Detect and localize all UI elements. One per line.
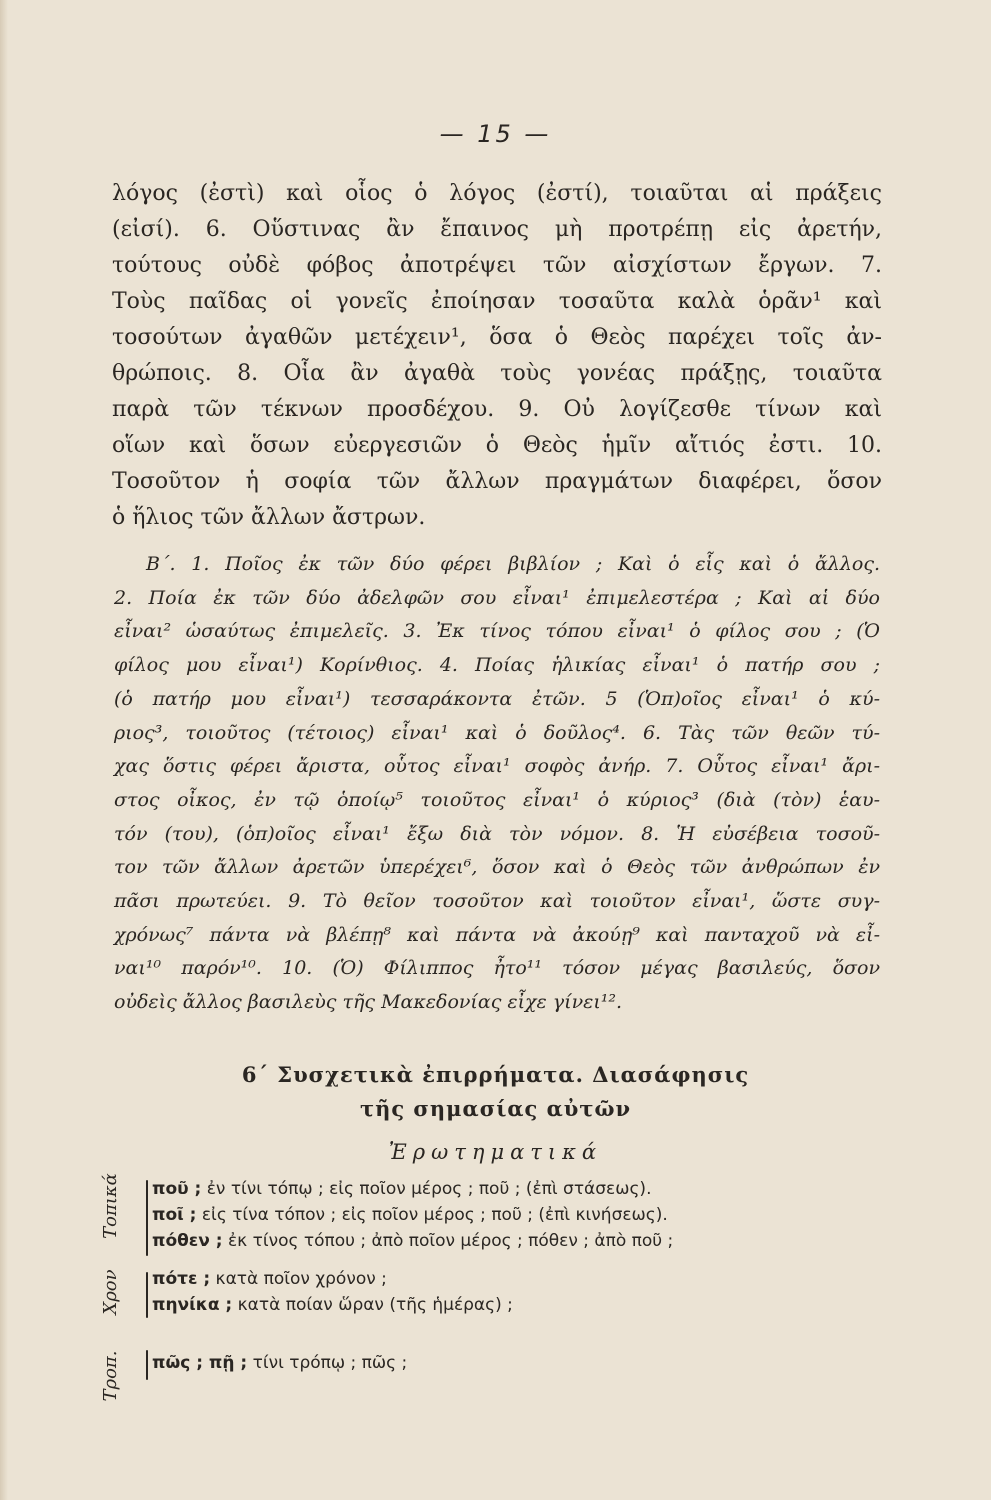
text-line: θρώποις. 8. Οἷα ἂν ἀγαθὰ τοὺς γονέας πράξῃς, τοιαῦτα	[112, 361, 882, 386]
section-heading: 6΄ Συσχετικὰ ἐπιρρήματα. Διασάφησις	[241, 1062, 750, 1087]
text-line: φίλος μου εἶναι¹) Κορίνθιος. 4. Ποίας ἡλικίας εἶναι¹ ὁ πατήρ σου ;	[114, 654, 880, 677]
text-line: οὐδεὶς ἄλλος βασιλεὺς τῆς Μακεδονίας εἶχε γίνει¹².	[114, 991, 623, 1014]
adverb-entry	[152, 1292, 513, 1318]
brace-line	[146, 1180, 148, 1256]
text-line: Τοὺς παῖδας οἱ γονεῖς ἐποίησαν τοσαῦτα καλὰ ὁρᾶν¹ καὶ	[112, 289, 882, 314]
exercise-paragraph-b	[114, 548, 880, 1020]
text-line: παρὰ τῶν τέκνων προσδέχου. 9. Οὐ λογίζεσθε τίνων καὶ	[112, 397, 882, 422]
adverb-entry	[152, 1266, 513, 1292]
text-line: Β΄. 1. Ποῖος ἐκ τῶν δύο φέρει βιβλίον ; Καὶ ὁ εἷς καὶ ὁ ἄλλος.	[146, 553, 880, 575]
adverb-keyword: πόθεν ;	[152, 1231, 223, 1251]
text-line: λόγος (ἐστὶ) καὶ οἷος ὁ λόγος (ἐστί), τοιαῦται αἱ πράξεις	[112, 181, 882, 206]
adverb-keyword: πηνίκα ;	[152, 1295, 233, 1315]
page-number: — 15 —	[439, 120, 552, 148]
text-line: ναι¹⁰ παρόν¹⁰. 10. (Ὁ) Φίλιππος ἦτο¹¹ τόσον μέγας βασιλεύς, ὅσον	[114, 957, 880, 980]
text-line: ὁ ἥλιος τῶν ἄλλων ἄστρων.	[112, 505, 426, 530]
adverb-gloss: εἰς τίνα τόπον ; εἰς ποῖον μέρος ; ποῦ ; (ἐπὶ κινήσεως).	[196, 1205, 668, 1225]
adverb-gloss: ἐκ τίνος τόπου ; ἀπὸ ποῖον μέρος ; πόθεν ; ἀπὸ ποῦ ;	[222, 1231, 674, 1251]
text-line: εἶναι² ὡσαύτως ἐπιμελεῖς. 3. Ἐκ τίνος τόπου εἶναι¹ ὁ φίλος σου ; (Ὁ	[114, 620, 880, 643]
adverb-gloss: κατὰ ποίαν ὥραν (τῆς ἡμέρας) ;	[232, 1295, 513, 1315]
section-heading-continued: τῆς σημασίας αὐτῶν	[359, 1096, 632, 1121]
adverb-keyword: ποῖ ;	[152, 1205, 197, 1225]
text-line: Τοσοῦτον ἡ σοφία τῶν ἄλλων πραγμάτων διαφέρει, ὅσον	[112, 469, 882, 494]
adverb-keyword: πῶς ; πῇ ;	[152, 1353, 248, 1373]
text-line: (ὁ πατήρ μου εἶναι¹) τεσσαράκοντα ἐτῶν. 5 (Ὁπ)οῖος εἶναι¹ ὁ κύ-	[114, 687, 880, 710]
subheading-interrogatives: Ἐρωτηματικά	[388, 1140, 603, 1164]
text-line: χρόνως⁷ πάντα νὰ βλέπῃ⁸ καὶ πάντα νὰ ἀκούῃ⁹ καὶ πανταχοῦ νὰ εἶ-	[114, 923, 880, 946]
text-line: πᾶσι πρωτεύει. 9. Τὸ θεῖον τοσοῦτον καὶ τοιοῦτον εἶναι¹, ὥστε συγ-	[114, 890, 880, 913]
group-entries	[152, 1266, 513, 1318]
adverb-entry	[152, 1202, 673, 1228]
adverb-entry	[152, 1176, 673, 1202]
exercise-paragraph-a	[112, 176, 882, 536]
text-line: τούτους οὐδὲ φόβος ἀποτρέψει τῶν αἰσχίστων ἔργων. 7.	[112, 253, 882, 278]
text-line: (εἰσί). 6. Οὕστινας ἂν ἔπαινος μὴ προτρέπῃ εἰς ἀρετήν,	[112, 217, 882, 242]
text-line: τόν (του), (ὁπ)οῖος εἶναι¹ ἔξω διὰ τὸν νόμον. 8. Ἡ εὐσέβεια τοσοῦ-	[114, 822, 880, 845]
adverb-gloss: κατὰ ποῖον χρόνον ;	[210, 1269, 387, 1289]
group-label: Τροπ.	[100, 1350, 121, 1402]
adverb-entry	[152, 1350, 407, 1376]
text-line: ριος³, τοιοῦτος (τέτοιος) εἶναι¹ καὶ ὁ δοῦλος⁴. 6. Τὰς τῶν θεῶν τύ-	[114, 721, 880, 744]
group-label: Χρον	[100, 1269, 121, 1315]
text-line: οἵων καὶ ὅσων εὐεργεσιῶν ὁ Θεὸς ἡμῖν αἴτιός ἐστι. 10.	[112, 433, 882, 458]
text-line: 2. Ποία ἐκ τῶν δύο ἀδελφῶν σου εἶναι¹ ἐπιμελεστέρα ; Καὶ αἱ δύο	[114, 586, 880, 609]
adverb-keyword: ποῦ ;	[152, 1179, 202, 1199]
page-edge-shadow	[0, 0, 8, 1500]
text-line: τοσούτων ἀγαθῶν μετέχειν¹, ὅσα ὁ Θεὸς παρέχει τοῖς ἀν-	[112, 325, 882, 350]
group-entries	[152, 1176, 673, 1254]
text-line: τον τῶν ἄλλων ἀρετῶν ὑπερέχει⁶, ὅσον καὶ ὁ Θεὸς τῶν ἀνθρώπων ἐν	[114, 856, 880, 879]
text-line: στος οἶκος, ἐν τῷ ὁποίῳ⁵ τοιοῦτος εἶναι¹ ὁ κύριος³ (διὰ (τὸν) ἑαυ-	[114, 788, 880, 811]
group-entries	[152, 1350, 407, 1376]
adverb-gloss: ἐν τίνι τόπῳ ; εἰς ποῖον μέρος ; ποῦ ; (ἐπὶ στάσεως).	[201, 1179, 652, 1199]
adverb-keyword: πότε ;	[152, 1269, 211, 1289]
brace-line	[146, 1272, 148, 1318]
text-line: χας ὅστις φέρει ἄριστα, οὗτος εἶναι¹ σοφὸς ἀνήρ. 7. Οὗτος εἶναι¹ ἄρι-	[114, 755, 880, 778]
adverb-entry	[152, 1228, 673, 1254]
adverb-gloss: τίνι τρόπῳ ; πῶς ;	[247, 1353, 408, 1373]
group-label: Τοπικά	[100, 1173, 121, 1239]
brace-line	[146, 1350, 148, 1380]
